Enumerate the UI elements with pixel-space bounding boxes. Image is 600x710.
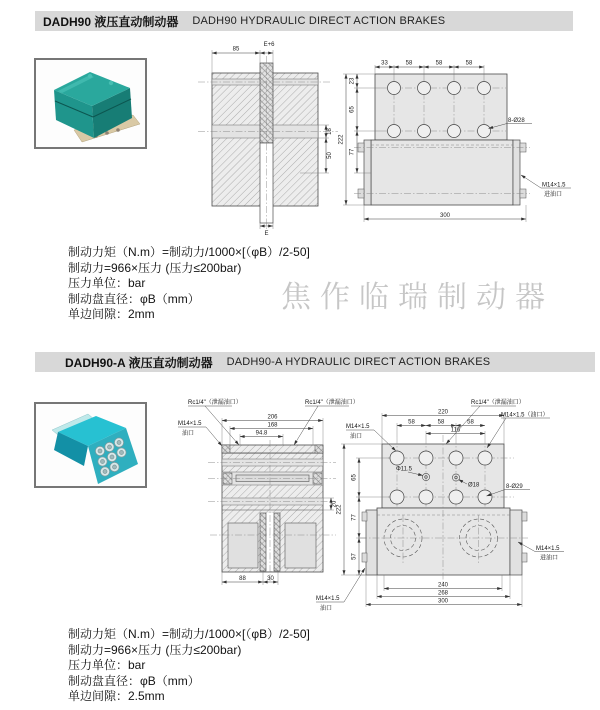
dim-label: 206: [267, 414, 278, 421]
spec-line: 制动力=966×压力 (压力≤200bar): [68, 642, 242, 657]
dim-label: 300: [439, 213, 451, 219]
specs-dadh90a: [68, 627, 310, 705]
product-photo-dadh90a-image: [36, 404, 145, 486]
header-title-en: DADH90 HYDRAULIC DIRECT ACTION BRAKES: [192, 15, 446, 27]
oil-port-label: 油口: [182, 431, 195, 437]
hole-spec-label: 8-Ø28: [508, 118, 525, 124]
spec-line: 制动力=966×压力 (压力≤200bar): [68, 260, 242, 275]
header-title-en: DADH90-A HYDRAULIC DIRECT ACTION BRAKES: [226, 356, 491, 368]
dim-label: 85: [232, 46, 240, 53]
product-photo-dadh90a: [34, 402, 147, 488]
spec-line: 单边间隙：2mm: [68, 307, 155, 321]
hole-spec-label: 8-Ø29: [506, 484, 523, 490]
spec-line: 制动盘直径：φB（mm）: [68, 673, 200, 688]
oil-port-label: M14×1.5: [542, 182, 566, 189]
dim-label: 88: [239, 576, 246, 582]
dim-label: E: [264, 231, 269, 237]
spec-line: 制动力矩（N.m）=制动力/1000×[（φB）/2-50]: [68, 245, 310, 259]
dim-label: 65: [349, 106, 356, 113]
product-photo-dadh90: [34, 58, 147, 149]
technical-drawing-dadh90a: [150, 395, 595, 623]
dim-label: 20: [331, 500, 338, 508]
leak-port-label: Rc1/4"（泄漏油口）: [471, 400, 525, 406]
dim-label: 94.8: [255, 430, 268, 437]
oil-port-label: M14×1.5: [536, 546, 560, 552]
dim-label: 222: [338, 134, 345, 145]
oil-port-label: 进油口: [544, 192, 563, 198]
technical-drawing-dadh90: [150, 38, 595, 238]
dim-label: 240: [437, 582, 449, 589]
dim-label: 58: [435, 60, 443, 67]
dim-label: 58: [437, 419, 445, 426]
dim-label: 57: [351, 553, 358, 560]
dim-label: 168: [267, 422, 278, 429]
spec-line: 压力单位：bar: [68, 276, 146, 290]
leak-port-label: Rc1/4"（泄漏油口）: [305, 400, 359, 406]
dim-label: 23: [349, 77, 356, 85]
section-header-dadh90: [35, 11, 573, 31]
watermark: 焦作临瑞制动器: [281, 280, 554, 315]
leak-port-label: Rc1/4"（泄漏油口）: [188, 400, 242, 406]
header-title-zh: DADH90 液压直动制动器: [43, 14, 179, 29]
oil-port-label: M14×1.5（油口）: [501, 412, 549, 419]
oil-port-label: M14×1.5: [178, 421, 202, 427]
section-header-dadh90a: [35, 352, 595, 372]
dadh90-front-view: [339, 61, 572, 223]
dim-label: 18: [327, 128, 333, 135]
spec-line: 单边间隙：2.5mm: [68, 689, 165, 703]
oil-port-label: 进油口: [540, 555, 559, 562]
oil-port-label: M14×1.5: [346, 424, 370, 430]
specs-dadh90: [68, 245, 310, 323]
dim-label: 300: [437, 598, 449, 605]
header-title-zh: DADH90-A 液压直动制动器: [65, 355, 213, 370]
dim-label: 58: [465, 60, 473, 67]
dim-label: 65: [351, 474, 358, 481]
dim-label: 220: [437, 409, 449, 416]
dadh90a-section-view: [178, 398, 359, 585]
spec-line: 制动力矩（N.m）=制动力/1000×[（φB）/2-50]: [68, 627, 310, 641]
dim-label: 33: [381, 60, 388, 67]
dim-label: 30: [267, 576, 274, 582]
dadh90-section-view: [198, 42, 338, 237]
hole-spec-label: Ø18: [468, 482, 480, 489]
dim-label: E+6: [263, 42, 275, 48]
dim-label: 77: [349, 148, 356, 156]
dim-label: 222: [336, 504, 343, 515]
spec-line: 压力单位：bar: [68, 658, 146, 672]
dim-label: 58: [405, 60, 413, 67]
spec-line: 制动盘直径：φB（mm）: [68, 291, 200, 306]
dadh90a-front-view: [316, 398, 564, 612]
dim-label: 77: [351, 514, 358, 521]
oil-port-label: M14×1.5: [316, 596, 340, 602]
hole-spec-label: Φ11.5: [396, 466, 413, 473]
dim-label: 268: [437, 590, 449, 597]
oil-port-label: 油口: [320, 606, 333, 612]
dim-label: 58: [467, 419, 474, 426]
product-photo-dadh90-image: [36, 60, 145, 147]
dim-label: 50: [327, 152, 333, 159]
dim-label: 116: [450, 427, 461, 434]
dim-label: 58: [408, 419, 415, 426]
oil-port-label: 油口: [350, 434, 363, 440]
